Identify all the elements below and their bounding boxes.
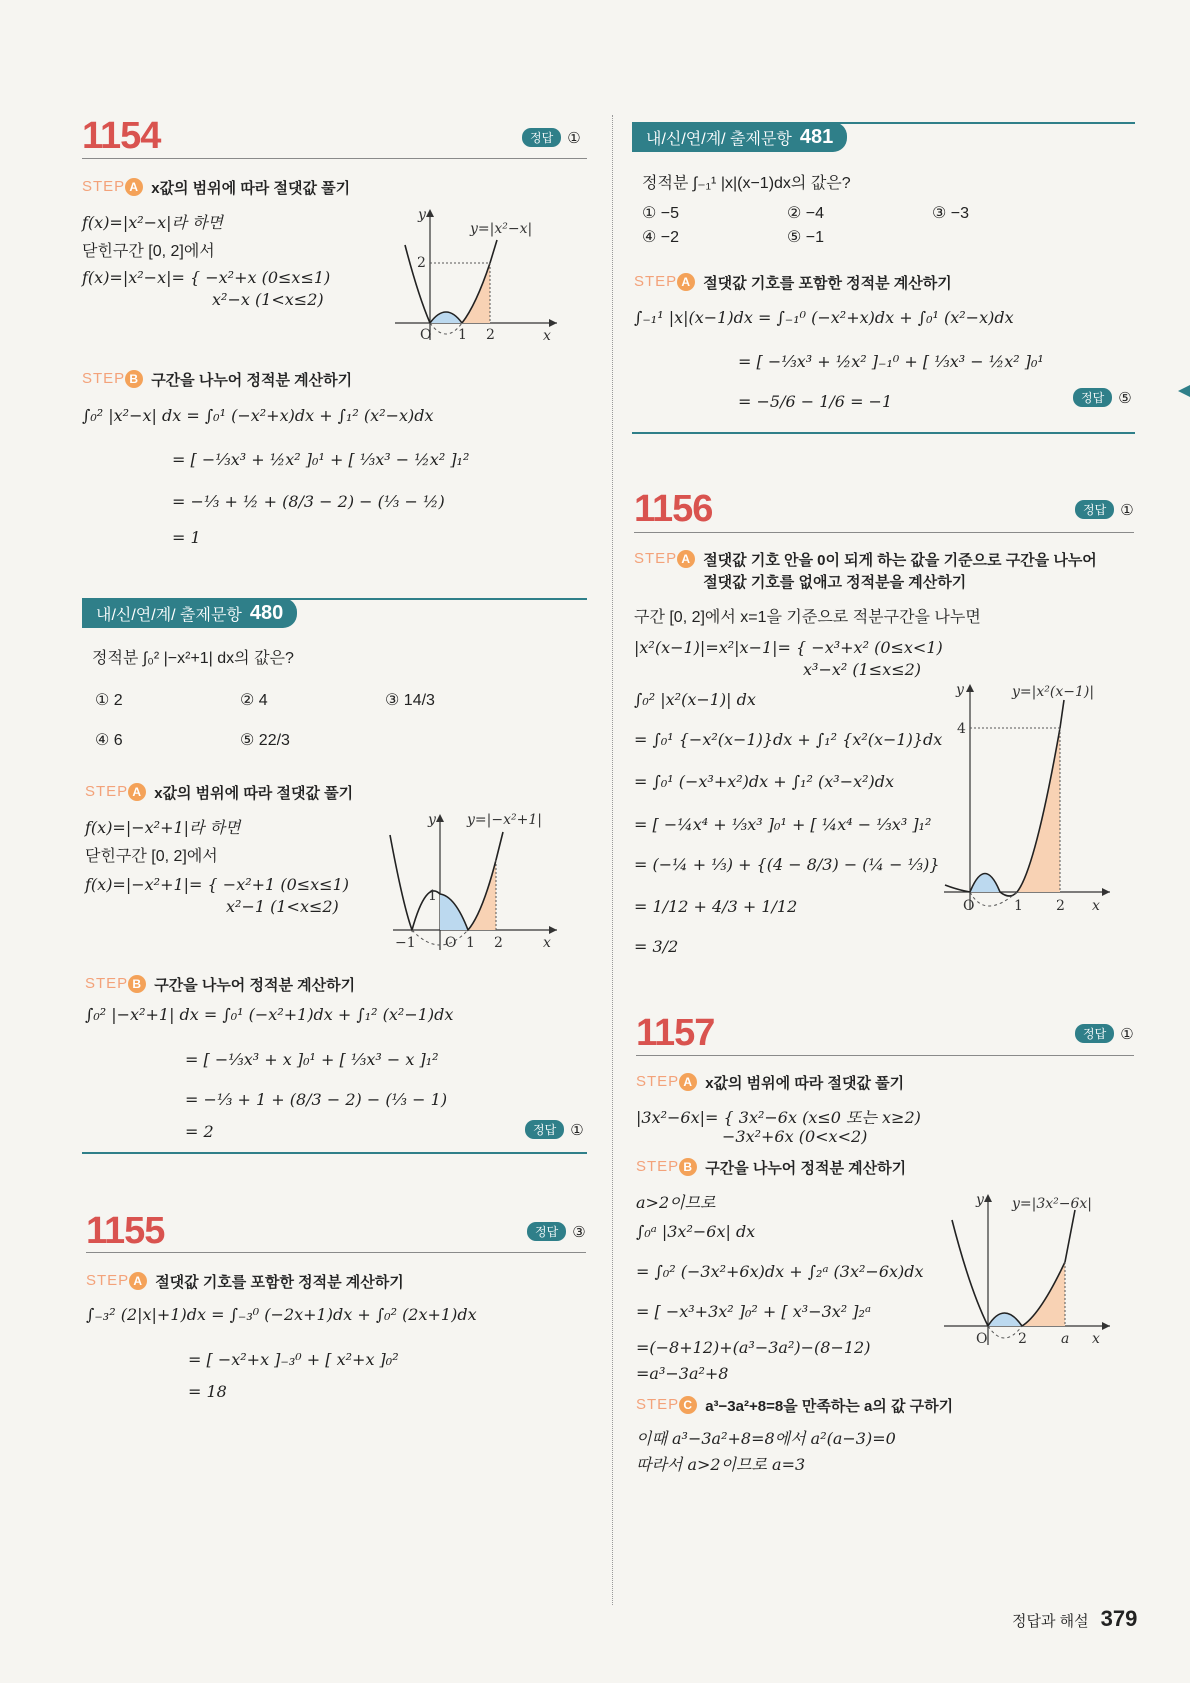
svg-text:−1: −1 <box>395 935 416 951</box>
svg-text:2: 2 <box>494 935 503 951</box>
step-a-1155 <box>86 1272 404 1294</box>
svg-text:x: x <box>543 935 551 951</box>
formula-line: = ∫₀¹ (−x³+x²)dx + ∫₁² (x³−x²)dx <box>634 772 895 791</box>
step-letter: A <box>677 550 695 568</box>
text-line: 구간 [0, 2]에서 x=1을 기준으로 적분구간을 나누면 <box>634 609 981 626</box>
formula-line: =(−8+12)+(a³−3a²)−(8−12) <box>636 1338 871 1357</box>
formula-line: = 1/12 + 4/3 + 1/12 <box>634 897 798 916</box>
answer-badge-481 <box>1073 388 1132 407</box>
formula-line: = −⅓ + 1 + (8/3 − 2) − (⅓ − 1) <box>185 1090 448 1109</box>
text-line: x²−x (1<x≤2) <box>212 290 324 309</box>
svg-text:x: x <box>1092 898 1100 914</box>
svg-text:O: O <box>976 1331 988 1347</box>
svg-text:1: 1 <box>428 888 437 904</box>
text-line: f(x)=|x²−x|= { −x²+x (0≤x≤1) <box>82 268 331 287</box>
formula-line: = [ −x³+3x² ]₀² + [ x³−3x² ]₂ᵃ <box>636 1302 871 1321</box>
graph-label: y=|x²(x−1)| <box>1012 684 1095 700</box>
answer-value: ① <box>1120 1025 1134 1043</box>
choice-2: ② −4 <box>787 205 825 222</box>
step-title: x값의 범위에 따라 절댓값 풀기 <box>154 785 354 802</box>
step-a-481 <box>634 273 952 295</box>
step-title: 구간을 나누어 정적분 계산하기 <box>705 1160 907 1177</box>
question-481: 정적분 ∫₋₁¹ |x|(x−1)dx의 값은? <box>642 175 851 192</box>
step-b-1154 <box>82 370 352 392</box>
banner-481 <box>632 122 847 152</box>
formula-line: = −5/6 − 1/6 = −1 <box>738 392 893 411</box>
formula-line: = 3/2 <box>634 937 679 956</box>
step-letter: A <box>128 783 146 801</box>
step-label: STEP <box>634 273 678 290</box>
page-number: 379 <box>1100 1606 1138 1631</box>
choice-1: ① 2 <box>95 692 123 709</box>
formula-line: = [ −⅓x³ + x ]₀¹ + [ ⅓x³ − x ]₁² <box>185 1050 439 1069</box>
step-a-1156 <box>634 550 1097 594</box>
step-title: x값의 범위에 따라 절댓값 풀기 <box>151 180 351 197</box>
svg-text:O: O <box>445 935 457 951</box>
formula-line: = 18 <box>188 1382 227 1401</box>
step-title: 절댓값 기호를 포함한 정적분 계산하기 <box>155 1274 404 1291</box>
choice-2: ② 4 <box>240 692 268 709</box>
formula-line: ∫₀ᵃ |3x²−6x| dx <box>636 1222 756 1241</box>
svg-text:O: O <box>963 898 975 914</box>
text-line: f(x)=|−x²+1|라 하면 <box>85 818 241 837</box>
formula-line: ∫₀² |x²(x−1)| dx <box>634 690 756 709</box>
answer-tag: 정답 <box>1075 1024 1114 1043</box>
graph-label: y=|3x²−6x| <box>1012 1196 1093 1212</box>
svg-text:a: a <box>1061 1331 1070 1347</box>
graph-1154 <box>385 205 565 345</box>
banner-label: 내/신/연/계/ 출제문항 <box>96 606 242 624</box>
svg-text:y: y <box>956 682 964 698</box>
choice-5: ⑤ 22/3 <box>240 732 290 749</box>
svg-text:1: 1 <box>458 327 467 343</box>
answer-badge-1157 <box>1075 1024 1134 1043</box>
choice-5: ⑤ −1 <box>787 229 825 246</box>
answer-badge-480 <box>525 1120 584 1139</box>
step-c-1157 <box>636 1396 953 1418</box>
step-label: STEP <box>636 1073 680 1090</box>
problem-number-1154: 1154 <box>82 115 161 157</box>
svg-text:2: 2 <box>1056 898 1065 914</box>
divider <box>86 1252 586 1253</box>
step-a-1154 <box>82 178 350 200</box>
formula-line: = ∫₀¹ {−x²(x−1)}dx + ∫₁² {x²(x−1)}dx <box>634 730 943 749</box>
formula-line: ∫₀² |x²−x| dx = ∫₀¹ (−x²+x)dx + ∫₁² (x²−x)dx <box>82 406 434 425</box>
formula-line: = −⅓ + ½ + (8/3 − 2) − (⅓ − ½) <box>172 492 445 511</box>
step-title: 구간을 나누어 정적분 계산하기 <box>151 372 353 389</box>
step-letter: A <box>129 1272 147 1290</box>
answer-value: ① <box>570 1121 584 1139</box>
formula-line: ∫₀² |−x²+1| dx = ∫₀¹ (−x²+1)dx + ∫₁² (x²−1)dx <box>85 1005 454 1024</box>
answer-value: ① <box>567 129 581 147</box>
graph-1156 <box>940 680 1120 920</box>
svg-text:y: y <box>428 812 436 828</box>
step-b-480 <box>85 975 355 997</box>
banner-number: 481 <box>799 125 834 148</box>
text-line: |3x²−6x|= { 3x²−6x (x≤0 또는 x≥2) <box>636 1108 921 1127</box>
answer-value: ⑤ <box>1118 389 1132 407</box>
graph-480 <box>385 810 565 955</box>
answer-badge-1155 <box>527 1222 586 1241</box>
step-letter: B <box>679 1158 697 1176</box>
question-480: 정적분 ∫₀² |−x²+1| dx의 값은? <box>92 650 294 667</box>
text-line: f(x)=|−x²+1|= { −x²+1 (0≤x≤1) <box>85 875 349 894</box>
svg-text:1: 1 <box>466 935 475 951</box>
svg-text:O: O <box>420 327 432 343</box>
text-line: a>2이므로 <box>636 1193 716 1212</box>
divider <box>632 432 1135 434</box>
banner-label: 내/신/연/계/ 출제문항 <box>646 130 792 148</box>
answer-value: ① <box>1120 501 1134 519</box>
step-label: STEP <box>634 550 678 567</box>
step-title: x값의 범위에 따라 절댓값 풀기 <box>705 1075 905 1092</box>
svg-text:4: 4 <box>957 721 966 737</box>
step-letter: A <box>125 178 143 196</box>
step-title-line: 절댓값 기호 안을 0이 되게 하는 값을 기준으로 구간을 나누어 <box>703 552 1097 569</box>
answer-tag: 정답 <box>1073 388 1112 407</box>
problem-number-1156: 1156 <box>634 488 713 530</box>
column-divider <box>612 115 613 1605</box>
divider <box>636 1055 1134 1056</box>
step-label: STEP <box>85 975 129 992</box>
text-line: 닫힌구간 [0, 2]에서 <box>82 243 215 260</box>
svg-text:2: 2 <box>1018 1331 1027 1347</box>
problem-number-1157: 1157 <box>636 1012 715 1054</box>
step-letter: A <box>677 273 695 291</box>
answer-tag: 정답 <box>522 128 561 147</box>
text-line: |x²(x−1)|=x²|x−1|= { −x³+x² (0≤x<1) <box>634 638 943 657</box>
svg-text:y: y <box>418 207 426 223</box>
answer-badge-1154 <box>522 128 581 147</box>
step-letter: B <box>128 975 146 993</box>
step-label: STEP <box>85 783 129 800</box>
step-letter: C <box>679 1396 697 1414</box>
formula-line: = ∫₀² (−3x²+6x)dx + ∫₂ᵃ (3x²−6x)dx <box>636 1262 924 1281</box>
step-title: 절댓값 기호를 포함한 정적분 계산하기 <box>703 275 952 292</box>
divider <box>634 532 1134 533</box>
step-label: STEP <box>82 178 126 195</box>
footer <box>1012 1606 1137 1632</box>
step-a-480 <box>85 783 353 805</box>
answer-badge-1156 <box>1075 500 1134 519</box>
svg-text:y: y <box>976 1192 984 1208</box>
formula-line: ∫₋₁¹ |x|(x−1)dx = ∫₋₁⁰ (−x²+x)dx + ∫₀¹ (x²−x)dx <box>634 308 1014 327</box>
graph-1157 <box>940 1190 1120 1350</box>
text-line: x²−1 (1<x≤2) <box>226 897 339 916</box>
divider <box>82 1152 587 1154</box>
text-line: −3x²+6x (0<x<2) <box>722 1127 868 1146</box>
svg-text:2: 2 <box>486 327 495 343</box>
step-letter: A <box>679 1073 697 1091</box>
step-b-1157 <box>636 1158 906 1180</box>
step-label: STEP <box>86 1272 130 1289</box>
formula-line: = [ −⅓x³ + ½x² ]₀¹ + [ ⅓x³ − ½x² ]₁² <box>172 450 470 469</box>
formula-line: = 1 <box>172 528 201 547</box>
divider <box>82 158 587 159</box>
svg-text:x: x <box>1092 1331 1100 1347</box>
svg-text:2: 2 <box>417 255 426 271</box>
step-label: STEP <box>82 370 126 387</box>
text-line: x³−x² (1≤x≤2) <box>803 660 922 679</box>
svg-text:x: x <box>543 328 551 344</box>
banner-number: 480 <box>249 601 284 624</box>
footer-label: 정답과 해설 <box>1012 1613 1089 1630</box>
answer-value: ③ <box>572 1223 586 1241</box>
step-title-line: 절댓값 기호를 없애고 정적분을 계산하기 <box>703 574 967 591</box>
text-line: f(x)=|x²−x|라 하면 <box>82 213 223 232</box>
text-line: 닫힌구간 [0, 2]에서 <box>85 848 218 865</box>
formula-line: ∫₋₃² (2|x|+1)dx = ∫₋₃⁰ (−2x+1)dx + ∫₀² (2x+1)dx <box>86 1305 477 1324</box>
answer-tag: 정답 <box>1075 500 1114 519</box>
text-line: 이때 a³−3a²+8=8에서 a²(a−3)=0 <box>636 1429 896 1448</box>
step-title: a³−3a²+8=8을 만족하는 a의 값 구하기 <box>705 1398 954 1415</box>
banner-480 <box>82 598 297 628</box>
choice-4: ④ −2 <box>642 229 680 246</box>
choice-3: ③ −3 <box>932 205 970 222</box>
formula-line: = 2 <box>185 1122 214 1141</box>
formula-line: =a³−3a²+8 <box>636 1364 729 1383</box>
choice-4: ④ 6 <box>95 732 123 749</box>
graph-label: y=|x²−x| <box>470 221 533 237</box>
step-label: STEP <box>636 1396 680 1413</box>
answer-tag: 정답 <box>525 1120 564 1139</box>
answer-tag: 정답 <box>527 1222 566 1241</box>
text-line: 따라서 a>2이므로 a=3 <box>636 1455 806 1474</box>
step-title <box>703 550 1097 594</box>
formula-line: = [ −x²+x ]₋₃⁰ + [ x²+x ]₀² <box>188 1350 399 1369</box>
choice-1: ① −5 <box>642 205 680 222</box>
graph-label: y=|−x²+1| <box>467 812 542 828</box>
formula-line: = [ −⅓x³ + ½x² ]₋₁⁰ + [ ⅓x³ − ½x² ]₀¹ <box>738 352 1044 371</box>
step-a-1157 <box>636 1073 904 1095</box>
svg-text:1: 1 <box>1014 898 1023 914</box>
step-letter: B <box>125 370 143 388</box>
formula-line: = (−¼ + ⅓) + {(4 − 8/3) − (¼ − ⅓)} <box>634 855 940 874</box>
problem-number-1155: 1155 <box>86 1210 165 1252</box>
formula-line: = [ −¼x⁴ + ⅓x³ ]₀¹ + [ ¼x⁴ − ⅓x³ ]₁² <box>634 815 932 834</box>
step-title: 구간을 나누어 정적분 계산하기 <box>154 977 356 994</box>
step-label: STEP <box>636 1158 680 1175</box>
choice-3: ③ 14/3 <box>385 692 435 709</box>
page-edge-marker <box>1178 385 1190 397</box>
